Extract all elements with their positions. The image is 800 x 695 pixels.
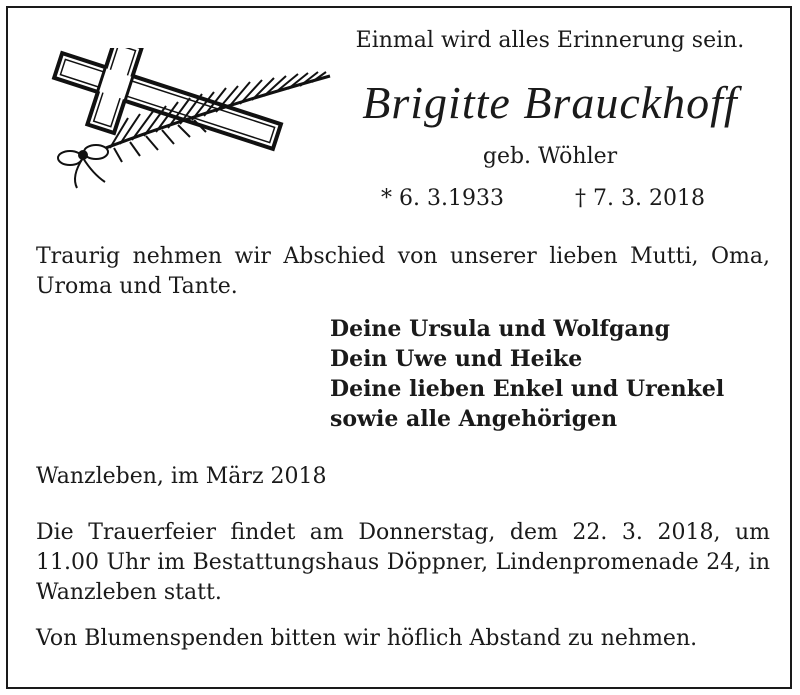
birth-date: * 6. 3.1933 <box>381 186 504 211</box>
flowers-note: Von Blumenspenden bitten wir höflich Abstand zu nehmen. <box>36 626 698 651</box>
signer-line: sowie alle Angehörigen <box>330 406 618 432</box>
signer-line: Deine Ursula und Wolfgang <box>330 316 670 342</box>
intro-text: Traurig nehmen wir Abschied von unserer lieben Mutti, Oma, Uroma und Tante. <box>36 244 770 299</box>
signers-list <box>330 314 724 434</box>
place-date: Wanzleben, im März 2018 <box>36 464 327 489</box>
death-date: † 7. 3. 2018 <box>575 186 705 211</box>
motto: Einmal wird alles Erinnerung sein. <box>355 28 745 53</box>
cross-with-palm-branch-icon <box>40 48 340 198</box>
deceased-name: Brigitte Brauckhoff <box>362 77 738 128</box>
signer-line: Deine lieben Enkel und Urenkel <box>330 376 725 402</box>
funeral-info: Die Trauerfeier findet am Donnerstag, dem 22. 3. 2018, um 11.00 Uhr im Bestattungshaus Döppner, Lindenpromenade 24, in Wanzleben statt. <box>36 520 770 605</box>
signer-line: Dein Uwe und Heike <box>330 346 583 372</box>
maiden-name: geb. Wöhler <box>482 144 618 169</box>
